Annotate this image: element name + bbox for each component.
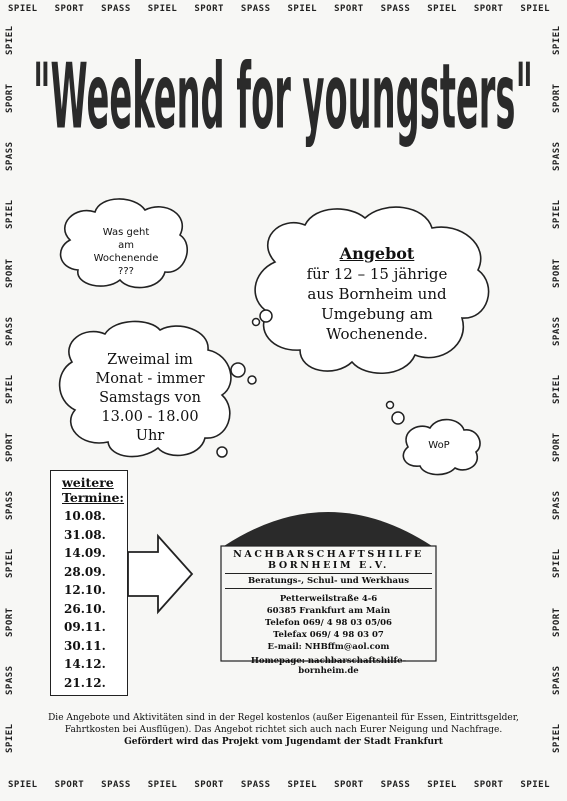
offer-line: aus Bornheim und — [307, 285, 447, 303]
cloud-offer — [282, 244, 472, 344]
address-city: 60385 Frankfurt am Main — [266, 606, 391, 616]
border-word: SPIEL — [520, 4, 550, 14]
border-word-text: SPORT — [552, 258, 562, 288]
offer-line: Wochenende. — [326, 325, 428, 343]
org-address — [221, 593, 436, 653]
border-word: SPIEL — [8, 4, 38, 14]
date-item: 30.11. — [64, 638, 106, 653]
dates-list — [51, 507, 127, 692]
border-word: SPASS — [380, 780, 411, 790]
dates-heading-line2: Termine: — [62, 490, 125, 505]
border-word-text: SPIEL — [5, 25, 15, 55]
schedule-line: Samstags von — [99, 390, 201, 406]
border-word: SPIEL — [8, 780, 38, 790]
border-word-text: SPIEL — [552, 723, 562, 753]
border-word: SPASS — [380, 4, 411, 14]
date-item: 10.08. — [64, 509, 106, 523]
date-item: 12.10. — [64, 583, 106, 597]
border-word: SPIEL — [147, 4, 178, 14]
border-word-text: SPIEL — [552, 374, 562, 404]
address-phone: Telefon 069/ 4 98 03 05/06 — [265, 618, 392, 628]
org-homepage: Homepage: nachbarschaftshilfe-bornheim.de — [250, 656, 407, 676]
footer-line: Fahrtkosten bei Ausflügen). Das Angebot richtet sich auch nach Eurer Neigung und Nachfrage. — [64, 725, 503, 735]
border-word: SPORT — [334, 780, 364, 790]
border-word-text: SPORT — [5, 83, 15, 114]
divider — [225, 573, 432, 574]
border-word-text: SPORT — [5, 258, 15, 288]
border-word-text: SPORT — [5, 432, 15, 463]
date-item: 31.08. — [64, 527, 106, 542]
schedule-line: Monat - immer — [95, 371, 205, 387]
org-name-line2: BORNHEIM E.V. — [268, 560, 389, 571]
divider — [225, 588, 432, 589]
border-word: SPASS — [101, 4, 131, 14]
border-word-text: SPIEL — [5, 723, 15, 753]
border-word: SPASS — [101, 780, 131, 790]
border-word-text: SPIEL — [552, 548, 562, 579]
border-word: SPIEL — [287, 4, 318, 14]
border-word: SPIEL — [147, 780, 178, 790]
border-word-text: SPASS — [552, 316, 562, 346]
border-word: SPASS — [240, 780, 271, 790]
border-word-text: SPASS — [552, 665, 562, 695]
border-word-text: SPIEL — [5, 374, 15, 404]
footer-funding: Gefördert wird das Projekt vom Jugendamt der Stadt Frankfurt — [124, 737, 443, 747]
cloud-question-line: am — [118, 240, 134, 251]
border-word: SPORT — [334, 4, 364, 14]
date-item: 26.10. — [64, 601, 106, 616]
border-word-text: SPASS — [552, 141, 562, 172]
organization-info — [221, 546, 436, 676]
address-street: Petterweilstraße 4-6 — [279, 594, 378, 604]
border-word: SPORT — [473, 4, 504, 14]
border-word: SPORT — [194, 780, 224, 790]
footer-note — [40, 712, 527, 748]
offer-heading: Angebot — [339, 244, 415, 263]
border-word-text: SPASS — [5, 665, 15, 695]
address-fax: Telefax 069/ 4 98 03 07 — [273, 630, 384, 640]
date-item: 14.09. — [64, 546, 106, 560]
dates-heading — [51, 471, 127, 505]
border-word: SPORT — [473, 780, 504, 790]
border-word-text: SPORT — [5, 606, 15, 637]
border-word: SPASS — [240, 4, 271, 14]
date-item: 09.11. — [64, 620, 106, 634]
footer-line: Die Angebote und Aktivitäten sind in der Regel kostenlos (außer Eigenanteil für Essen, Eintrittsgelder, — [48, 713, 519, 723]
cloud-schedule — [80, 351, 220, 446]
org-subtitle: Beratungs-, Schul- und Werkhaus — [248, 576, 409, 586]
border-word-text: SPIEL — [5, 199, 15, 230]
border-word-text: SPORT — [552, 432, 562, 463]
logo-dome — [224, 512, 432, 546]
border-word: SPIEL — [427, 780, 457, 790]
org-name: NACHBARSCHAFTSHILFE — [233, 549, 424, 560]
date-item: 21.12. — [64, 675, 106, 690]
dates-box — [50, 470, 128, 696]
border-word-text: SPIEL — [552, 199, 562, 230]
date-item: 28.09. — [64, 564, 106, 579]
cloud-question — [80, 226, 172, 278]
offer-line: für 12 – 15 jährige — [306, 265, 448, 283]
cloud-question-line: ??? — [118, 266, 134, 277]
border-word-text: SPORT — [552, 606, 562, 637]
schedule-line: 13.00 - 18.00 — [101, 409, 199, 425]
dates-heading-line1: weitere — [62, 475, 114, 490]
arrow-graphic — [128, 536, 192, 612]
border-word: SPORT — [54, 4, 85, 14]
schedule-line: Uhr — [135, 428, 165, 444]
border-word-text: SPASS — [552, 490, 562, 521]
border-word-text: SPIEL — [5, 548, 15, 579]
border-word-text: SPORT — [552, 83, 562, 114]
border-word: SPIEL — [287, 780, 318, 790]
border-word: SPORT — [194, 4, 224, 14]
border-word: SPIEL — [520, 780, 550, 790]
border-word: SPIEL — [427, 4, 457, 14]
cloud-question-line: Was geht — [102, 227, 150, 238]
date-item: 14.12. — [64, 657, 106, 671]
border-word-text: SPIEL — [552, 25, 562, 55]
border-word-text: SPASS — [5, 490, 15, 521]
border-word-text: SPASS — [5, 141, 15, 172]
address-email: E-mail: NHBffm@aol.com — [267, 642, 390, 652]
schedule-line: Zweimal im — [107, 352, 193, 368]
offer-line: Umgebung am — [321, 305, 433, 323]
cloud-wop-label: WoP — [428, 440, 450, 451]
title-text: "Weekend for youngsters" — [33, 44, 534, 150]
border-word: SPORT — [54, 780, 85, 790]
border-word-text: SPASS — [5, 316, 15, 346]
cloud-question-line: Wochenende — [93, 253, 159, 264]
